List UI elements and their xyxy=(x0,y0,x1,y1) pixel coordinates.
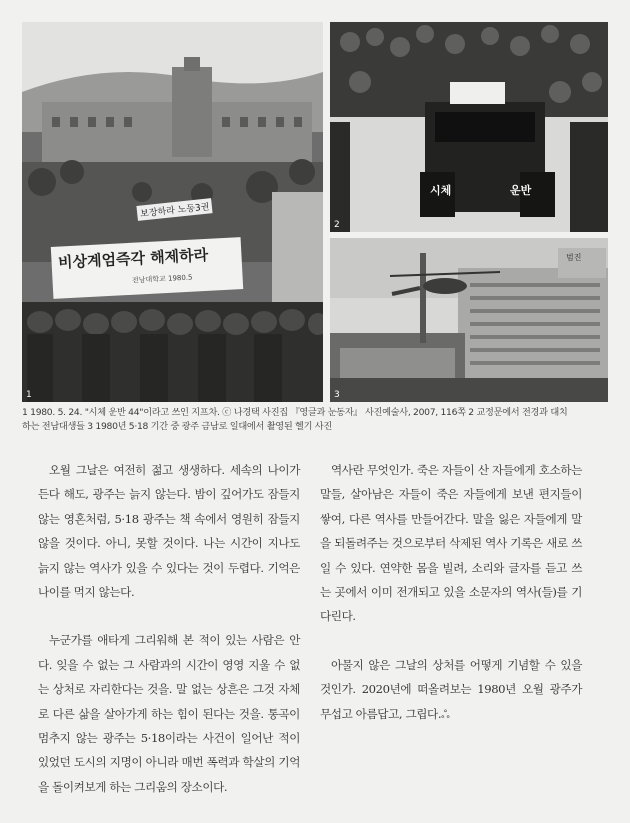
caption-line-1: 1 1980. 5. 24. "시체 운반 44"이라고 쓰인 지프차. ⓒ 나경택 사진집 『영글과 눈동자』 사진예술사, 2007, 116쪽 2 교정문에서 전경과 대치 xyxy=(22,407,568,418)
photo-number: 1 xyxy=(26,390,32,400)
caption-line-2: 하는 전남대생들 3 1980년 5·18 기간 중 광주 금남로 일대에서 촬영된 헬기 사진 xyxy=(22,420,332,432)
photo-jeep-crowd xyxy=(330,22,608,232)
car-text-right: 운반 xyxy=(510,184,532,197)
building-sign-text: 범진 xyxy=(566,253,582,262)
photo-students-protest xyxy=(22,22,323,402)
paragraph: 역사란 무엇인가. 죽은 자들이 산 자들에게 호소하는 말들, 살아남은 자들이 죽은 자들에게 보낸 편지들이 쌓여, 다른 역사를 만들어간다. 말을 잃은 자들에게 말을 되돌려주는 것으로부터 삭제된 역사 기록은 새로 쓰일 수 있다. 연약한 몸을 빌려, 소리와 글자를 듣고 쓰는 곳에서 이미 전개되고 있을 소문자의 역사(들)를 기다린다. xyxy=(320,463,582,624)
photo-caption xyxy=(22,406,608,433)
banner-text: 비상계엄즉각 해제하라 xyxy=(57,245,209,272)
photo-number: 2 xyxy=(334,220,340,230)
paragraph: 오월 그날은 여전히 젊고 생생하다. 세속의 나이가 든다 해도, 광주는 늙지 않는다. 밤이 깊어가도 잠들지 않는 영혼처럼, 5·18 광주는 책 속에서 영원히 잠들지 않을 것이다. 아니, 못할 것이다. 나는 시간이 지나도 늙지 않는 역사가 있을 수 있다는 것이 두렵다. 기억은 나이를 먹지 않는다. xyxy=(38,463,300,600)
end-mark-icon: ஃ xyxy=(441,707,450,721)
paragraph-text: 아물지 않은 그날의 상처를 어떻게 기념할 수 있을 것인가. 2020년에 떠올려보는 1980년 오월 광주가 무섭고 아름답고, 그립다. xyxy=(320,657,582,721)
text-column-left xyxy=(38,458,300,823)
photo-helicopter-city xyxy=(330,238,608,402)
paragraph-closing xyxy=(320,653,582,727)
car-text-left: 시체 xyxy=(430,184,452,197)
photo-number: 3 xyxy=(334,390,340,400)
sign-text: 보장하라 노동3권 xyxy=(136,198,213,221)
paragraph: 누군가를 애타게 그리워해 본 적이 있는 사람은 안다. 잊을 수 없는 그 사람과의 시간이 영영 지울 수 없는 상처로 자리한다는 것을. 말 없는 상흔은 그것 자체로 다른 삶을 살아가게 하는 힘이 된다는 것을. 통곡이 멈추지 않는 광주는 5·18이라는 사건이 일어난 적이 있었던 도시의 지명이 아니라 매번 폭력과 학살의 기억을 돌이켜보게 하는 그리움의 장소이다. xyxy=(38,633,300,794)
text-column-right xyxy=(320,458,582,751)
banner-small-text: 전남대학교 1980.5 xyxy=(131,273,193,285)
